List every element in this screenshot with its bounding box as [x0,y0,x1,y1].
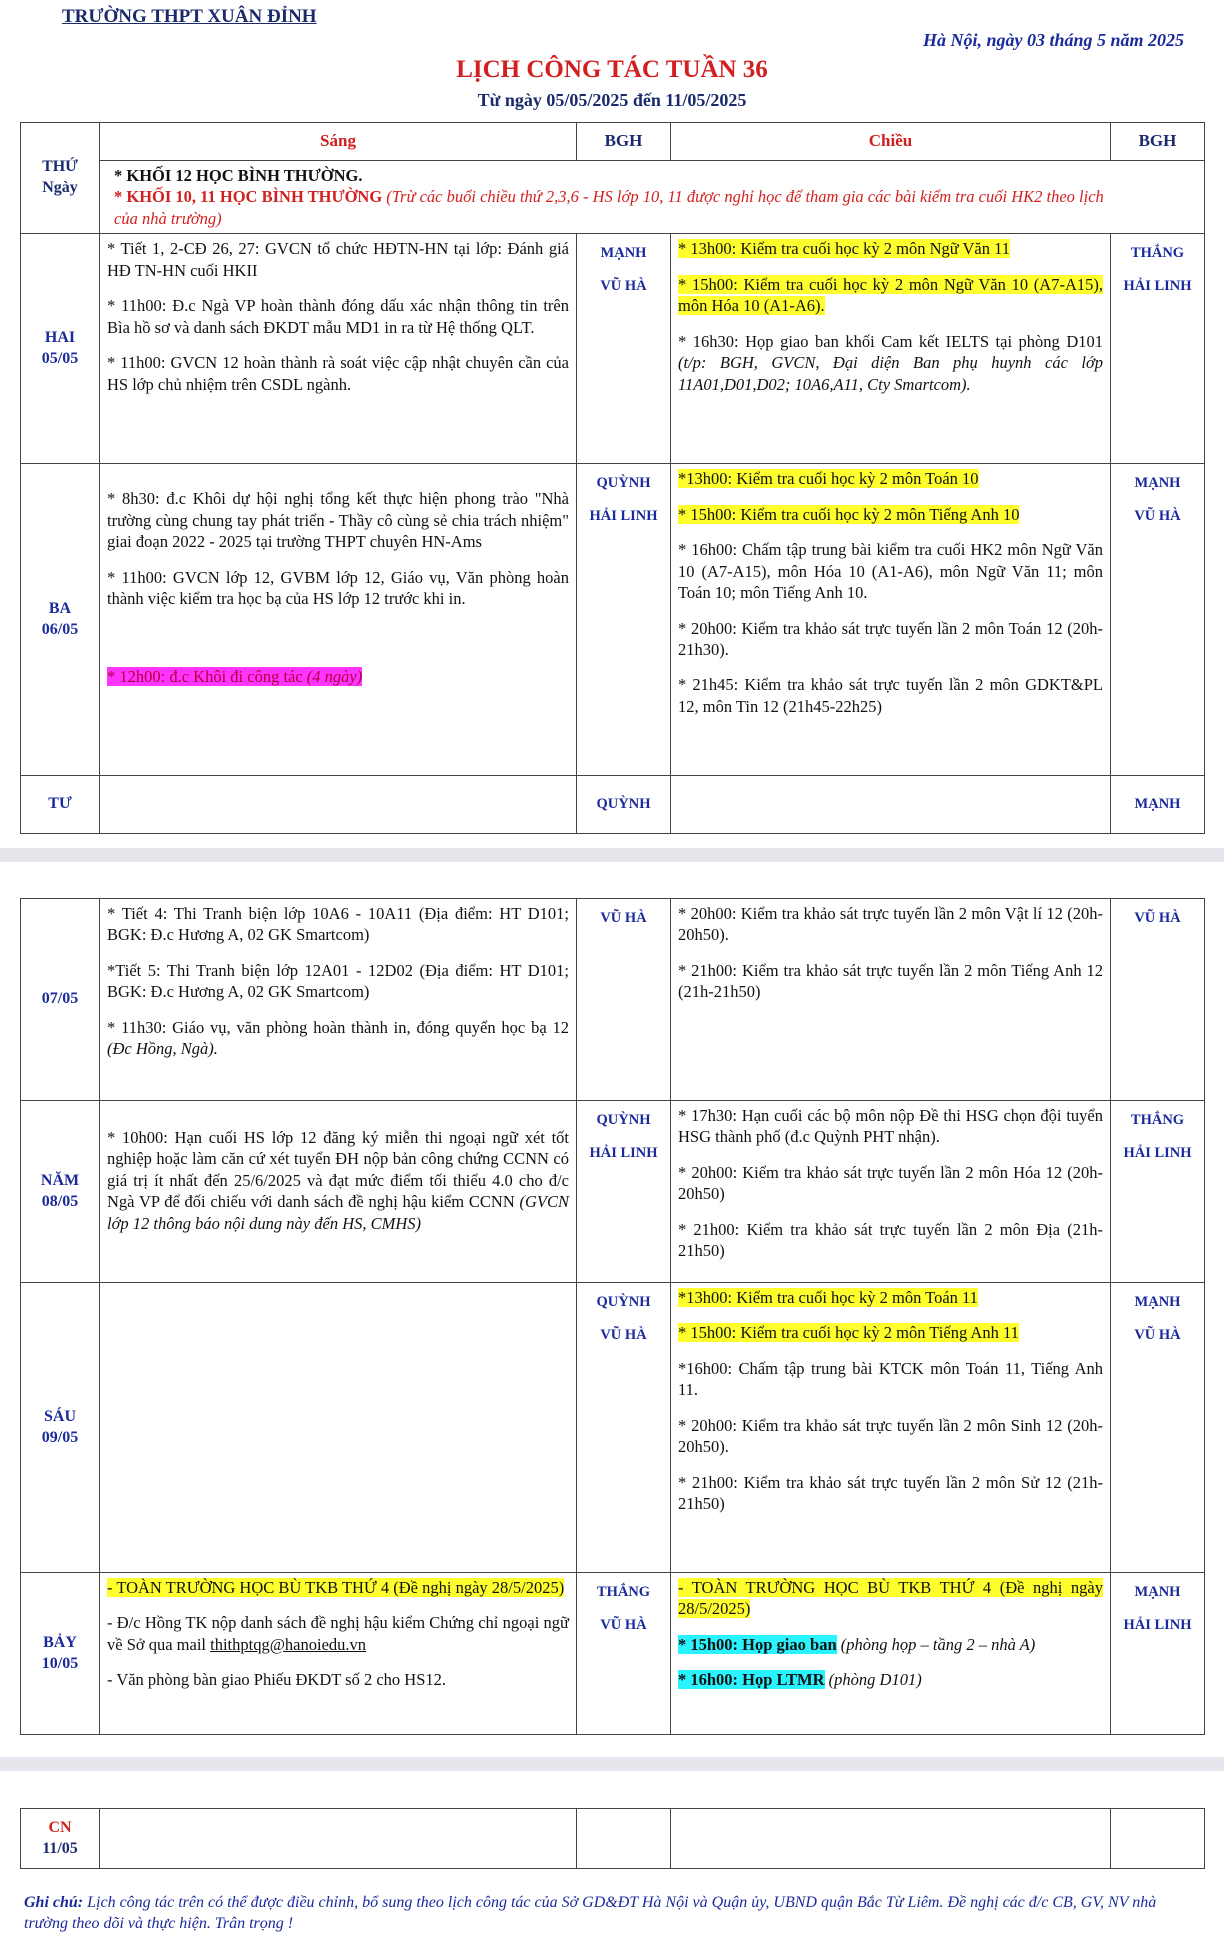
page-break-2 [0,1757,1224,1771]
tuesday-afternoon-item-5: * 21h45: Kiểm tra khảo sát trực tuyến lần 2 môn GDKT&PL 12, môn Tin 12 (21h45-22h25) [678,675,1103,716]
page-title: LỊCH CÔNG TÁC TUẦN 36 [456,56,768,83]
notice-line-2-bold: * KHỐI 10, 11 HỌC BÌNH THƯỜNG [114,187,383,207]
friday-afternoon-item-4: * 20h00: Kiểm tra khảo sát trực tuyến lần 2 môn Sinh 12 (20h-20h50). [678,1415,1103,1457]
wednesday-date: 07/05 [21,899,100,1101]
sunday-afternoon-empty [671,1809,1111,1869]
thursday-afternoon-item-2: * 20h00: Kiểm tra khảo sát trực tuyến lần 2 môn Hóa 12 (20h-20h50) [678,1162,1103,1204]
tuesday-afternoon [671,464,1111,776]
notice-line-2 [114,186,1124,229]
header-day-col [21,123,100,234]
email-link[interactable]: thithptqg@hanoiedu.vn [210,1634,367,1654]
wednesday-morning-item-3: * 11h30: Giáo vụ, văn phòng hoàn thành in, đóng quyển học bạ 12 (Đc Hồng, Ngà). [107,1017,569,1059]
notice-line-2-italic: (Trừ các buổi chiều thứ 2,3,6 - HS lớp 10, 11 được nghỉ học để tham gia các bài kiểm tra cuối HK2 theo lịch của nhà trường) [114,187,1104,228]
row-saturday [21,1573,1205,1735]
wednesday-afternoon-item-2: * 21h00: Kiểm tra khảo sát trực tuyến lần 2 môn Tiếng Anh 12 (21h-21h50) [678,960,1103,1002]
day-thursday: NĂM 08/05 [21,1101,100,1283]
day-monday: HAI 05/05 [21,234,100,464]
thursday-afternoon-item-3: * 21h00: Kiểm tra khảo sát trực tuyến lần 2 môn Địa (21h-21h50) [678,1219,1103,1261]
wednesday-afternoon-empty [671,776,1111,834]
tuesday-morning-item-2: * 11h00: GVCN lớp 12, GVBM lớp 12, Giáo vụ, Văn phòng hoàn thành việc kiểm tra học bạ của HS lớp 12 trước khi in. [107,567,569,609]
monday-bgh-morning: MẠNH VŨ HÀ [577,234,671,464]
schedule-table-part-1 [20,122,1205,834]
friday-morning-empty [100,1283,577,1573]
page-break-1 [0,848,1224,862]
monday-afternoon-item-3: * 16h30: Họp giao ban khối Cam kết IELTS tại phòng D101 (t/p: BGH, GVCN, Đại diện Ban phụ huynh các lớp 11A01,D01,D02; 10A6,A11, Cty Smartcom). [678,331,1103,394]
wednesday-morning-empty [100,776,577,834]
thursday-afternoon-item-1: * 17h30: Hạn cuối các bộ môn nộp Đề thi HSG chọn đội tuyển HSG thành phố (đ.c Quỳnh PHT nhận). [678,1106,1103,1147]
date-range: Từ ngày 05/05/2025 đến 11/05/2025 [477,90,747,110]
saturday-afternoon [671,1573,1111,1735]
saturday-morning-item-1: - TOÀN TRƯỜNG HỌC BÙ TKB THỨ 4 (Đề nghị ngày 28/5/2025) [107,1578,565,1597]
note-text: Lịch công tác trên có thể được điều chỉnh, bổ sung theo lịch công tác của Sở GD&ĐT Hà Nội và Quận ủy, UBND quận Bắc Từ Liêm. Đề nghị các đ/c CB, GV, NV nhà trường theo dõi và thực hiện. Trân trọng ! [24,1894,1157,1932]
wednesday-morning-item-1: * Tiết 4: Thi Tranh biện lớp 10A6 - 10A11 (Địa điểm: HT D101; BGK: Đ.c Hương A, 02 GK Smartcom) [107,904,569,945]
issue-date: Hà Nội, ngày 03 tháng 5 năm 2025 [922,30,1184,50]
saturday-afternoon-item-1: - TOÀN TRƯỜNG HỌC BÙ TKB THỨ 4 (Đề nghị ngày 28/5/2025) [678,1578,1103,1619]
schedule-table-part-3 [20,1808,1205,1869]
tuesday-afternoon-item-2: * 15h00: Kiểm tra cuối học kỳ 2 môn Tiếng Anh 10 [678,504,1020,524]
saturday-bgh-morning: THẮNG VŨ HÀ [577,1573,671,1735]
saturday-morning [100,1573,577,1735]
row-tuesday [21,464,1205,776]
wednesday-morning-item-2: *Tiết 5: Thi Tranh biện lớp 12A01 - 12D02 (Địa điểm: HT D101; BGK: Đ.c Hương A, 02 GK Smartcom) [107,960,569,1002]
header-morning: Sáng [100,123,577,161]
header-afternoon: Chiều [671,123,1111,161]
saturday-afternoon-item-2: * 15h00: Họp giao ban (phòng họp – tầng 2 – nhà A) [678,1634,1036,1654]
row-friday [21,1283,1205,1573]
day-sunday: CN 11/05 [21,1809,100,1869]
header-bgh-morning: BGH [577,123,671,161]
friday-afternoon-item-3: *16h00: Chấm tập trung bài KTCK môn Toán 11, Tiếng Anh 11. [678,1358,1103,1400]
tuesday-morning-item-3: * 12h00: đ.c Khôi đi công tác (4 ngày) [107,666,363,686]
wednesday-bgh-afternoon: VŨ HÀ [1111,899,1205,1101]
sunday-bgh-afternoon-empty [1111,1809,1205,1869]
tuesday-afternoon-item-4: * 20h00: Kiểm tra khảo sát trực tuyến lần 2 môn Toán 12 (20h-21h30). [678,618,1103,659]
monday-bgh-afternoon: THẮNG HẢI LINH [1111,234,1205,464]
day-saturday: BẢY 10/05 [21,1573,100,1735]
thursday-afternoon [671,1101,1111,1283]
wednesday-afternoon [671,899,1111,1101]
monday-afternoon-item-1: * 13h00: Kiểm tra cuối học kỳ 2 môn Ngữ Văn 11 [678,239,1011,259]
tuesday-bgh-afternoon: MẠNH VŨ HÀ [1111,464,1205,776]
tuesday-bgh-morning: QUỲNH HẢI LINH [577,464,671,776]
wednesday-bgh-morning: VŨ HÀ [577,899,671,1101]
header-bgh-afternoon: BGH [1111,123,1205,161]
thursday-morning [100,1101,577,1283]
sunday-morning-empty [100,1809,577,1869]
footer-note [24,1893,1174,1935]
note-label: Ghi chú: [24,1894,84,1911]
monday-morning-item-1: * Tiết 1, 2-CĐ 26, 27: GVCN tổ chức HĐTN-HN tại lớp: Đánh giá HĐ TN-HN cuối HKII [107,239,569,280]
row-wednesday-label [21,776,1205,834]
thursday-bgh-afternoon: THẮNG HẢI LINH [1111,1101,1205,1283]
notice-spacer [1111,161,1205,234]
row-monday [21,234,1205,464]
sunday-bgh-morning-empty [577,1809,671,1869]
monday-morning-item-3: * 11h00: GVCN 12 hoàn thành rà soát việc cập nhật chuyên cần của HS lớp chủ nhiệm trên CSDL ngành. [107,353,569,394]
monday-morning-item-2: * 11h00: Đ.c Ngà VP hoàn thành đóng dấu xác nhận thông tin trên Bìa hồ sơ và danh sách ĐKDT mẫu MD1 in ra từ Hệ thống QLT. [107,296,569,337]
saturday-morning-item-3: - Văn phòng bàn giao Phiếu ĐKDT số 2 cho HS12. [107,1670,446,1690]
friday-afternoon-item-1: *13h00: Kiểm tra cuối học kỳ 2 môn Toán 11 [678,1288,978,1307]
notice-line-1: * KHỐI 12 HỌC BÌNH THƯỜNG. [114,166,363,185]
wednesday-bgh-morning-1: QUỲNH [577,776,671,834]
friday-bgh-morning: QUỲNH VŨ HÀ [577,1283,671,1573]
school-name: TRƯỜNG THPT XUÂN ĐỈNH [62,6,317,27]
wednesday-afternoon-item-1: * 20h00: Kiểm tra khảo sát trực tuyến lần 2 môn Vật lí 12 (20h-20h50). [678,904,1103,945]
row-sunday [21,1809,1205,1869]
monday-morning [100,234,577,464]
friday-bgh-afternoon: MẠNH VŨ HÀ [1111,1283,1205,1573]
row-thursday [21,1101,1205,1283]
day-wednesday: TƯ [21,776,100,834]
monday-afternoon [671,234,1111,464]
wednesday-morning [100,899,577,1101]
friday-afternoon [671,1283,1111,1573]
friday-afternoon-item-2: * 15h00: Kiểm tra cuối học kỳ 2 môn Tiếng Anh 11 [678,1323,1019,1343]
saturday-morning-item-2: - Đ/c Hồng TK nộp danh sách đề nghị hậu kiểm Chứng chỉ ngoại ngữ về Sở qua mail thithptqg@hanoiedu.vn [107,1613,569,1654]
schedule-table-part-2 [20,898,1205,1735]
tuesday-morning [100,464,577,776]
tuesday-afternoon-item-1: *13h00: Kiểm tra cuối học kỳ 2 môn Toán 10 [678,469,979,489]
monday-afternoon-item-2: * 15h00: Kiểm tra cuối học kỳ 2 môn Ngữ Văn 10 (A7-A15), môn Hóa 10 (A1-A6). [678,274,1103,316]
saturday-afternoon-item-3: * 16h00: Họp LTMR (phòng D101) [678,1670,922,1690]
tuesday-morning-item-1: * 8h30: đ.c Khôi dự hội nghị tổng kết thực hiện phong trào "Nhà trường cùng chung tay phát triển - Thầy cô cùng sẻ chia trách nhiệm" giai đoạn 2022 - 2025 tại trường THPT chuyên HN-Ams [107,489,569,552]
tuesday-afternoon-item-3: * 16h00: Chấm tập trung bài kiểm tra cuối HK2 môn Ngữ Văn 10 (A7-A15), môn Hóa 10 (A1-A6), môn Ngữ Văn 11; môn Toán 10; môn Tiếng Anh 10. [678,540,1103,603]
saturday-bgh-afternoon: MẠNH HẢI LINH [1111,1573,1205,1735]
thursday-bgh-morning: QUỲNH HẢI LINH [577,1101,671,1283]
header-day-label: THỨ Ngày [42,158,78,197]
friday-afternoon-item-5: * 21h00: Kiểm tra khảo sát trực tuyến lần 2 môn Sử 12 (21h-21h50) [678,1472,1103,1514]
day-tuesday: BA 06/05 [21,464,100,776]
day-friday: SÁU 09/05 [21,1283,100,1573]
wednesday-bgh-afternoon-1: MẠNH [1111,776,1205,834]
row-wednesday [21,899,1205,1101]
general-notice [100,161,1111,234]
thursday-morning-item-1: * 10h00: Hạn cuối HS lớp 12 đăng ký miễn thi ngoại ngữ xét tốt nghiệp hoặc làm căn cứ xét tuyển ĐH nộp bản công chứng CCNN có giá trị ít nhất đến 25/6/2025 và đạt mức điểm tối thiểu 4.0 cho đ/c Ngà VP để đối chiếu với danh sách đề nghị hậu kiểm CCNN (GVCN lớp 12 thông báo nội dung này đến HS, CMHS) [107,1128,569,1233]
